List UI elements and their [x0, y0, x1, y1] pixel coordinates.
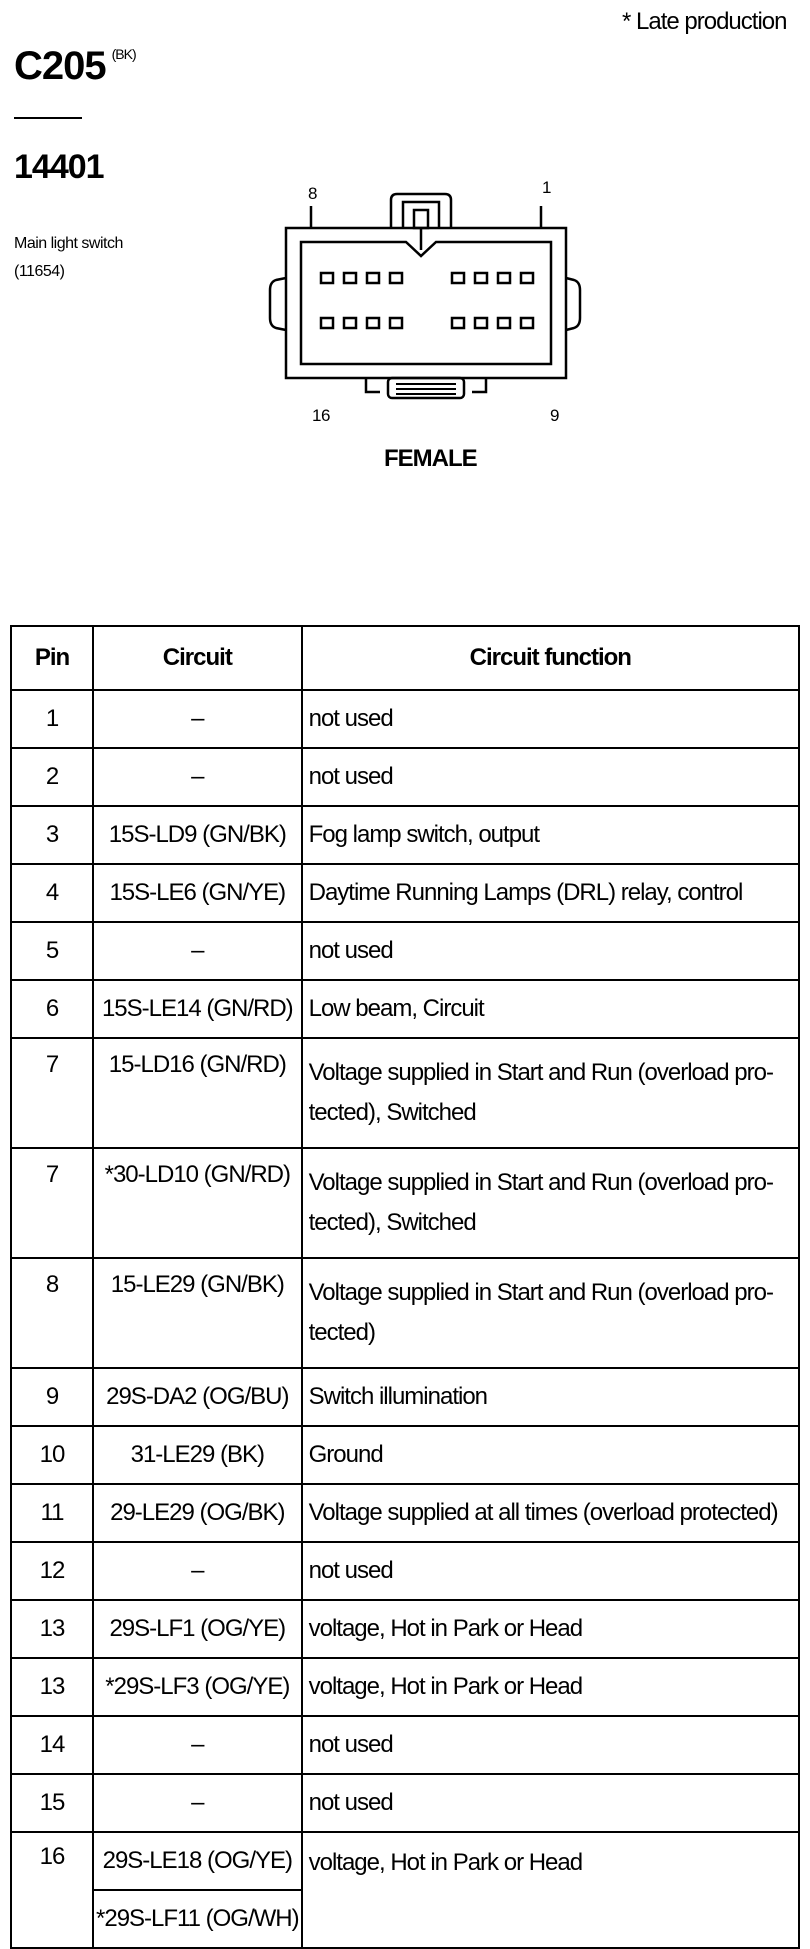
circuit-cell: –: [93, 748, 302, 806]
pin-cell: 9: [11, 1368, 93, 1426]
component-name: Main light switch: [14, 235, 123, 252]
pin-cell: 13: [11, 1600, 93, 1658]
function-cell: Ground: [302, 1426, 799, 1484]
function-cell: not used: [302, 748, 799, 806]
circuit-cell: *29S-LF3 (OG/YE): [93, 1658, 302, 1716]
pin-label-1: 1: [542, 178, 551, 197]
circuit-cell: 15S-LE6 (GN/YE): [93, 864, 302, 922]
function-cell: voltage, Hot in Park or Head: [302, 1832, 799, 1948]
pin-cell: 16: [11, 1832, 93, 1948]
pin-cell: 7: [11, 1148, 93, 1258]
pin-cell: 12: [11, 1542, 93, 1600]
table-row: [11, 1774, 799, 1832]
circuit-alt-cell: *29S-LF11 (OG/WH): [93, 1890, 302, 1948]
pinout-table: [10, 625, 800, 1949]
circuit-cell: 15-LE29 (GN/BK): [93, 1258, 302, 1368]
table-row: [11, 1368, 799, 1426]
pin-cell: 2: [11, 748, 93, 806]
connector-color: (BK): [111, 46, 136, 62]
table-row: [11, 1658, 799, 1716]
function-cell: Voltage supplied in Start and Run (overload pro-tected), Switched: [302, 1148, 799, 1258]
connector-id: C205 $^{(BK)}$: [14, 44, 136, 88]
table-row: [11, 1484, 799, 1542]
pin-cell: 10: [11, 1426, 93, 1484]
table-row: [11, 1038, 799, 1148]
function-cell: not used: [302, 1716, 799, 1774]
header-pin: Pin: [11, 626, 93, 690]
table-row: [11, 1542, 799, 1600]
circuit-cell: 29S-DA2 (OG/BU): [93, 1368, 302, 1426]
table-row: [11, 980, 799, 1038]
pin-cavities: [321, 273, 533, 328]
pin-label-16: 16: [312, 406, 330, 425]
circuit-cell: 15S-LE14 (GN/RD): [93, 980, 302, 1038]
connector-outline: [256, 170, 596, 420]
function-cell: voltage, Hot in Park or Head: [302, 1658, 799, 1716]
function-cell: Voltage supplied in Start and Run (overload pro-tected): [302, 1258, 799, 1368]
pin-cell: 15: [11, 1774, 93, 1832]
component-description: [14, 230, 123, 286]
connector-gender: FEMALE: [384, 445, 477, 472]
function-cell: not used: [302, 1774, 799, 1832]
table-row: [11, 1600, 799, 1658]
pin-cell: 8: [11, 1258, 93, 1368]
table-row: [11, 864, 799, 922]
pin-label-9: 9: [550, 406, 559, 425]
function-cell: Voltage supplied in Start and Run (overload pro-tected), Switched: [302, 1038, 799, 1148]
component-code: (11654): [14, 263, 65, 280]
function-cell: Low beam, Circuit: [302, 980, 799, 1038]
late-production-note: * Late production: [622, 8, 787, 35]
table-row: [11, 1148, 799, 1258]
table-row: [11, 1258, 799, 1368]
circuit-cell: 15S-LD9 (GN/BK): [93, 806, 302, 864]
table-row: [11, 806, 799, 864]
circuit-cell: 29S-LF1 (OG/YE): [93, 1600, 302, 1658]
function-cell: voltage, Hot in Park or Head: [302, 1600, 799, 1658]
title-underline: [14, 117, 82, 119]
function-cell: not used: [302, 690, 799, 748]
function-cell: Voltage supplied at all times (overload protected): [302, 1484, 799, 1542]
pin-cell: 3: [11, 806, 93, 864]
circuit-cell: –: [93, 1542, 302, 1600]
table-row: [11, 1716, 799, 1774]
pin-label-8: 8: [308, 184, 317, 203]
pin-cell: 11: [11, 1484, 93, 1542]
circuit-cell: *30-LD10 (GN/RD): [93, 1148, 302, 1258]
pin-cell: 7: [11, 1038, 93, 1148]
connector-face-diagram: [256, 170, 596, 425]
table-row: [11, 748, 799, 806]
table-row: [11, 690, 799, 748]
pin-cell: 14: [11, 1716, 93, 1774]
header-circuit: Circuit: [93, 626, 302, 690]
pin-cell: 4: [11, 864, 93, 922]
table-row: [11, 1426, 799, 1484]
pin-cell: 1: [11, 690, 93, 748]
header-function: Circuit function: [302, 626, 799, 690]
table-header-row: [11, 626, 799, 690]
circuit-cell: –: [93, 690, 302, 748]
pin-cell: 5: [11, 922, 93, 980]
part-number: 14401: [14, 148, 104, 186]
function-cell: not used: [302, 1542, 799, 1600]
function-cell: not used: [302, 922, 799, 980]
table-row: [11, 1832, 799, 1890]
circuit-cell: 29-LE29 (OG/BK): [93, 1484, 302, 1542]
pin-cell: 6: [11, 980, 93, 1038]
connector-title: [14, 44, 136, 89]
function-cell: Switch illumination: [302, 1368, 799, 1426]
pin-cell: 13: [11, 1658, 93, 1716]
circuit-cell: –: [93, 922, 302, 980]
circuit-cell: 15-LD16 (GN/RD): [93, 1038, 302, 1148]
circuit-cell: –: [93, 1774, 302, 1832]
circuit-cell: 31-LE29 (BK): [93, 1426, 302, 1484]
circuit-cell: –: [93, 1716, 302, 1774]
function-cell: Daytime Running Lamps (DRL) relay, control: [302, 864, 799, 922]
function-cell: Fog lamp switch, output: [302, 806, 799, 864]
table-row: [11, 922, 799, 980]
circuit-cell: 29S-LE18 (OG/YE): [93, 1832, 302, 1890]
